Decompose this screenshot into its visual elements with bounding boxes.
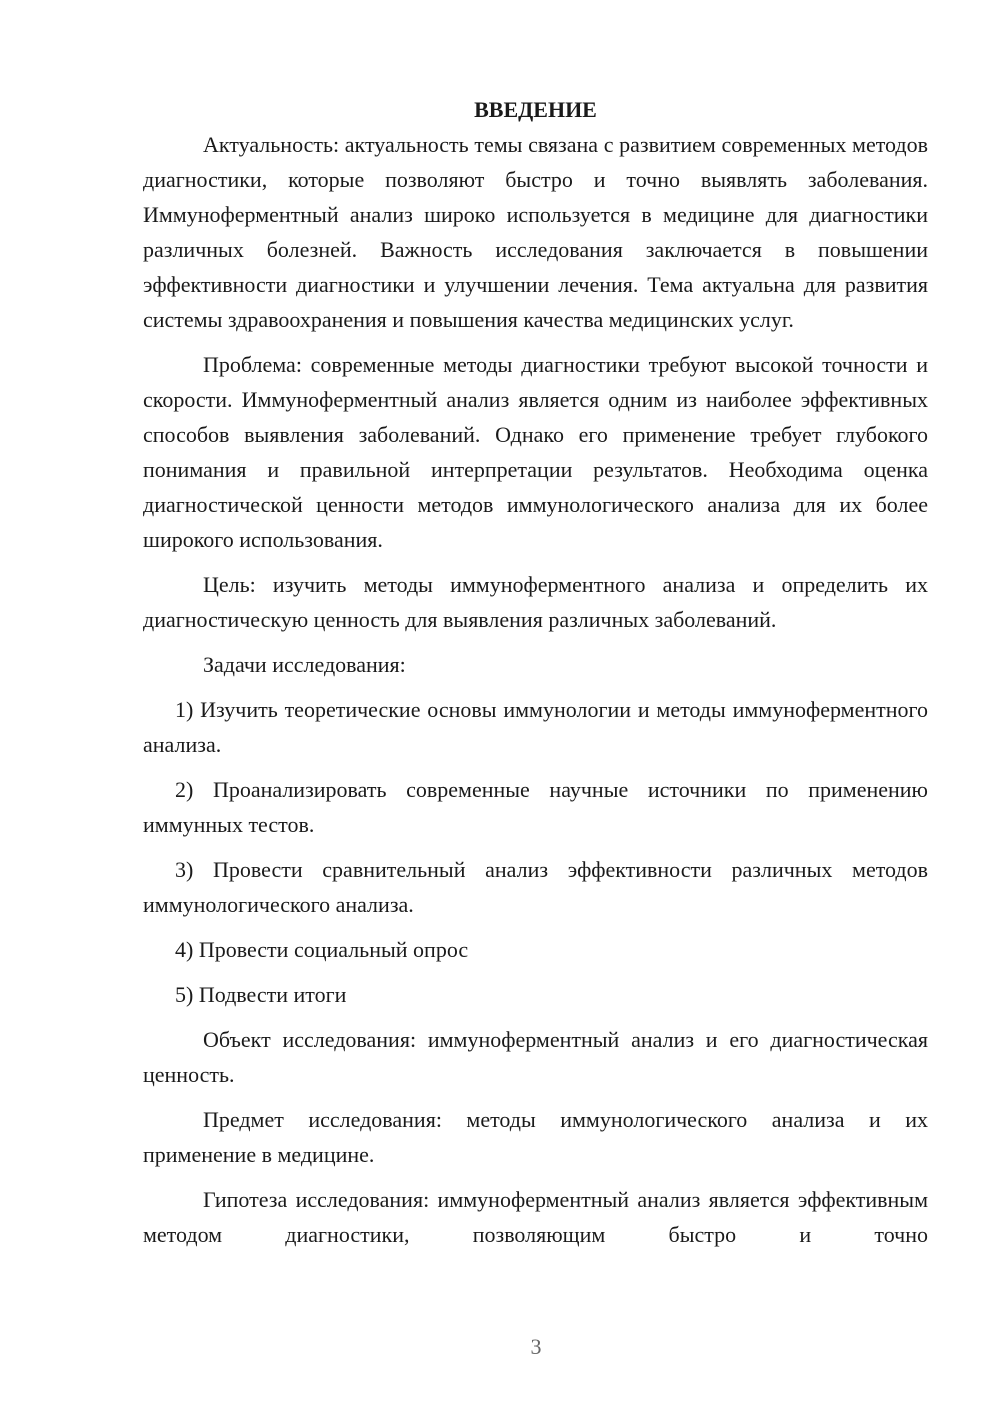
paragraph-relevance: Актуальность: актуальность темы связана с развитием современных методов диагностики, которые позволяют быстро и точно выявлять заболевания. Иммуноферментный анализ широко используется в медицине для диагностики различных болезней. Важность исследования заключается в повышении эффективности диагностики и улучшении лечения. Тема актуальна для развития системы здравоохранения и повышения качества медицинских услуг. bbox=[143, 132, 928, 332]
paragraph-subject: Предмет исследования: методы иммунологического анализа и их применение в медицине. bbox=[143, 1107, 928, 1167]
task-item: 3) Провести сравнительный анализ эффективности различных методов иммунологического анализа. bbox=[143, 857, 928, 917]
document-page bbox=[143, 92, 928, 1262]
task-item: 5) Подвести итоги bbox=[175, 982, 347, 1007]
paragraph-problem: Проблема: современные методы диагностики требуют высокой точности и скорости. Иммуноферментный анализ является одним из наиболее эффективных способов выявления заболеваний. Однако его применение требует глубокого понимания и правильной интерпретации результатов. Необходима оценка диагностической ценности методов иммунологического анализа для их более широкого использования. bbox=[143, 352, 928, 552]
task-item: 2) Проанализировать современные научные источники по применению иммунных тестов. bbox=[143, 777, 928, 837]
paragraph-hypothesis: Гипотеза исследования: иммуноферментный анализ является эффективным методом диагностики, позволяющим быстро и точно bbox=[143, 1187, 928, 1247]
paragraph-object: Объект исследования: иммуноферментный анализ и его диагностическая ценность. bbox=[143, 1027, 928, 1087]
section-heading: ВВЕДЕНИЕ bbox=[474, 97, 597, 122]
task-item: 4) Провести социальный опрос bbox=[175, 937, 469, 962]
paragraph-tasks-title: Задачи исследования: bbox=[203, 652, 406, 677]
task-item: 1) Изучить теоретические основы иммунологии и методы иммуноферментного анализа. bbox=[143, 697, 928, 757]
page-number: 3 bbox=[530, 1334, 542, 1359]
paragraph-goal: Цель: изучить методы иммуноферментного анализа и определить их диагностическую ценность для выявления различных заболеваний. bbox=[143, 572, 928, 632]
